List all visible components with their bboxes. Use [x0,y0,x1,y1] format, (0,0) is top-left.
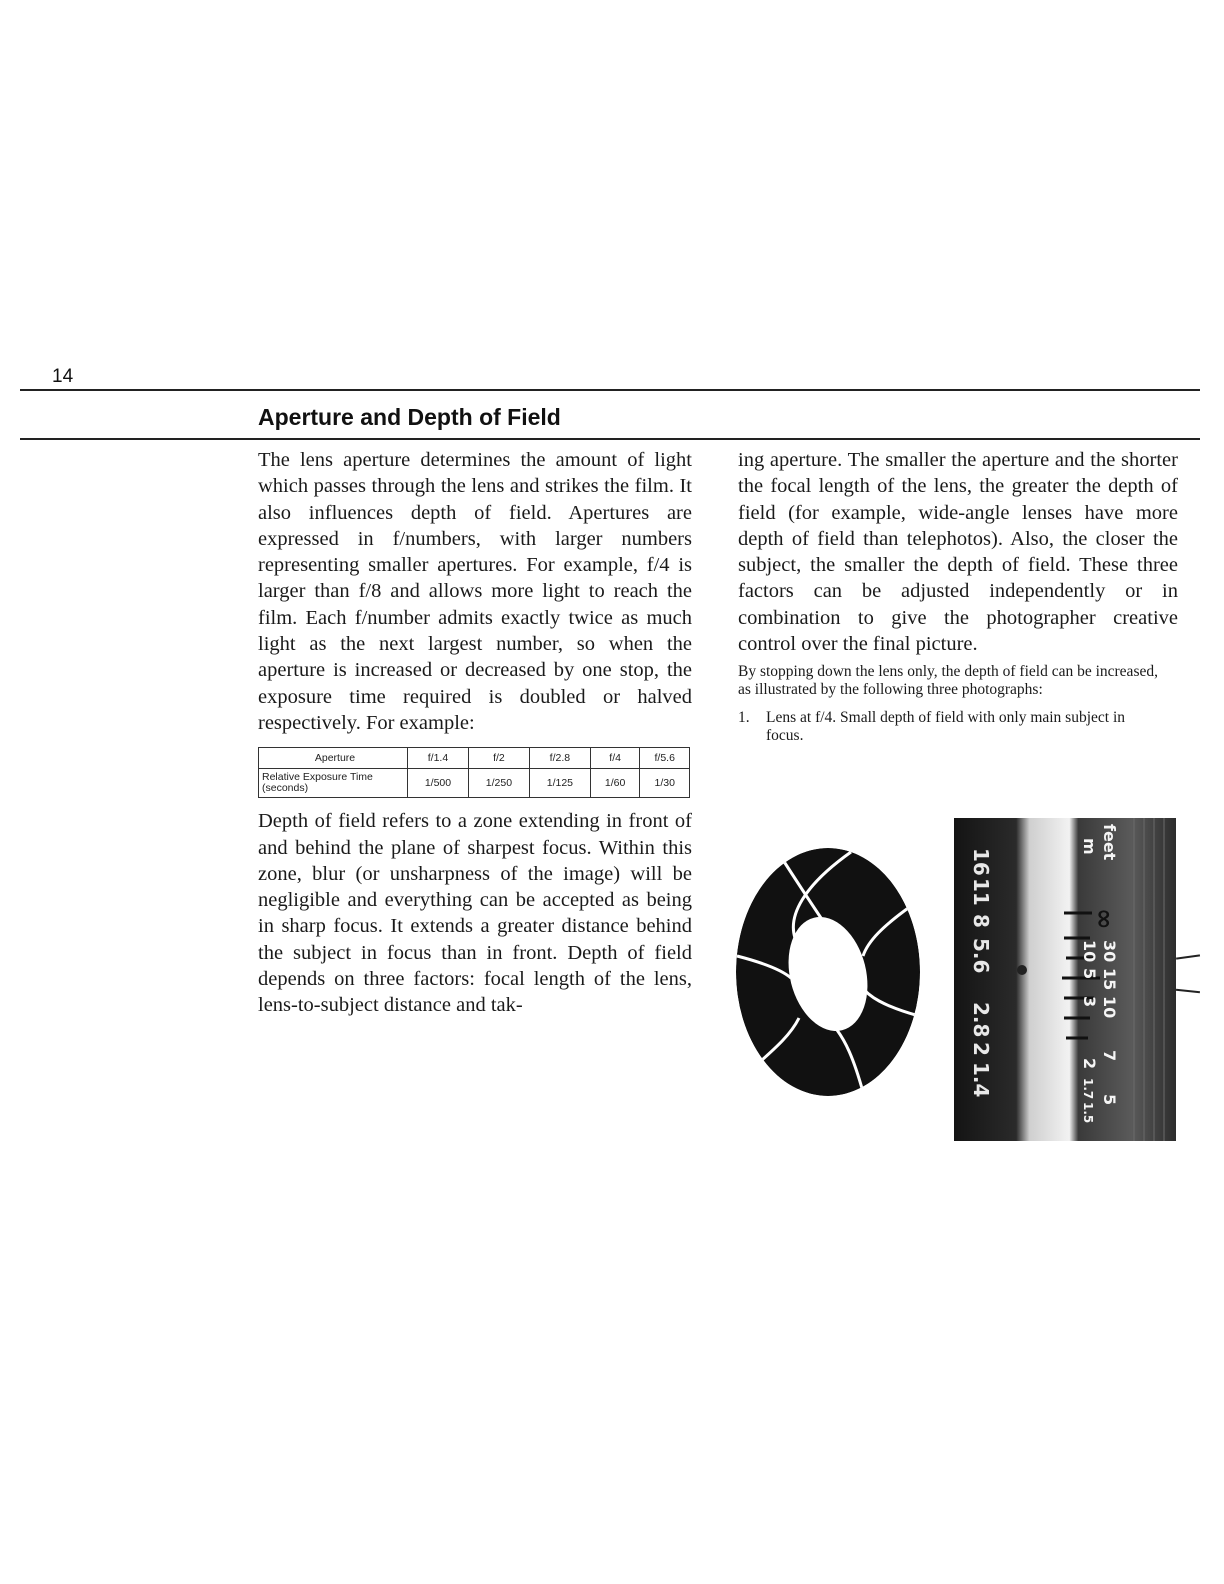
body-paragraph-aperture: The lens aperture determines the amount of light which passes through the lens and strikes the film. It also influences depth of field. Apertures are expressed in f/numbers, with larger numbers representing smaller apertures. For example, f/4 is larger than f/8 and allows more light to reach the film. Each f/number admits exactly twice as much light as the next largest number, so when the aperture is increased or decreased by one stop, the exposure time required is doubled or halved respectively. For example: [258,449,692,734]
aperture-exposure-table [258,747,690,798]
scale-mark: ∞ [1089,908,1119,930]
lens-scale-photo [954,818,1176,1141]
focus-pointer-line [1176,954,1200,959]
scale-mark: 1.5 [1081,1102,1095,1124]
scale-mark: 10 [1080,940,1099,963]
table-row-aperture [259,748,690,769]
scale-mark: 2 [1080,1058,1099,1070]
table-cell: f/1.4 [408,748,469,769]
scale-mark: 5 [1080,968,1099,980]
header-rule [20,389,1200,391]
right-column [738,447,1178,745]
table-header-exposure: Relative Exposure Time (seconds) [259,769,408,798]
scale-mark: 1.4 [969,1062,993,1098]
list-item [738,709,1158,745]
iris-diaphragm-illustration [733,846,923,1098]
scale-mark: 5 [1100,1094,1119,1106]
focus-pointer-line [1176,989,1200,993]
table-cell: 1/60 [590,769,640,798]
table-cell: f/2 [468,748,529,769]
unit-label-m: m [1080,838,1099,855]
section-title: Aperture and Depth of Field [258,404,561,430]
scale-mark: 16 [969,848,993,876]
scale-mark: 11 [969,878,993,906]
table-cell: 1/500 [408,769,469,798]
scale-mark: 30 [1100,940,1119,963]
table-cell: 1/250 [468,769,529,798]
unit-label-feet: feet [1100,824,1119,861]
table-header-aperture: Aperture [259,748,408,769]
table-cell: f/5.6 [640,748,690,769]
scale-mark: 3 [1080,996,1099,1008]
list-text: Lens at f/4. Small depth of field with only main subject in focus. [766,709,1126,745]
list-number: 1. [738,709,750,727]
body-paragraph-depth-of-field: Depth of field refers to a zone extending in front of and behind the plane of sharpest focus. Within this zone, blur (or unsharpness of the image) will be negligible and everything can be accepted as being in sharp focus. It extends a greater distance behind the subject in focus than in front. Depth of field depends on three factors: focal length of the lens, lens-to-subject distance and tak- [258,810,692,1017]
table-cell: 1/125 [529,769,590,798]
figure-caption: By stopping down the lens only, the depth of field can be increased, as illustrated by the following three photographs: [738,663,1158,699]
scale-mark: 5.6 [969,938,993,974]
title-rule [20,438,1200,440]
scale-mark: 2 [969,1042,993,1056]
table-cell: f/4 [590,748,640,769]
left-column [258,447,692,1019]
table-cell: f/2.8 [529,748,590,769]
scale-mark: 8 [969,914,993,928]
table-row-exposure [259,769,690,798]
table-cell: 1/30 [640,769,690,798]
scale-mark: 2.8 [969,1002,993,1038]
body-paragraph-continued: ing aperture. The smaller the aperture and the shorter the focal length of the lens, the greater the depth of field (for example, wide-angle lenses have more depth of field than telephotos). Also, the closer the subject, the smaller the depth of field. These three factors can be adjusted independently or in combination to give the photographer creative control over the final picture. [738,449,1178,656]
scale-mark: 10 [1100,996,1119,1019]
page-number: 14 [52,366,74,387]
scale-mark: 1.7 [1081,1078,1095,1100]
scale-mark: 7 [1100,1050,1119,1062]
scale-mark: 15 [1100,968,1119,991]
